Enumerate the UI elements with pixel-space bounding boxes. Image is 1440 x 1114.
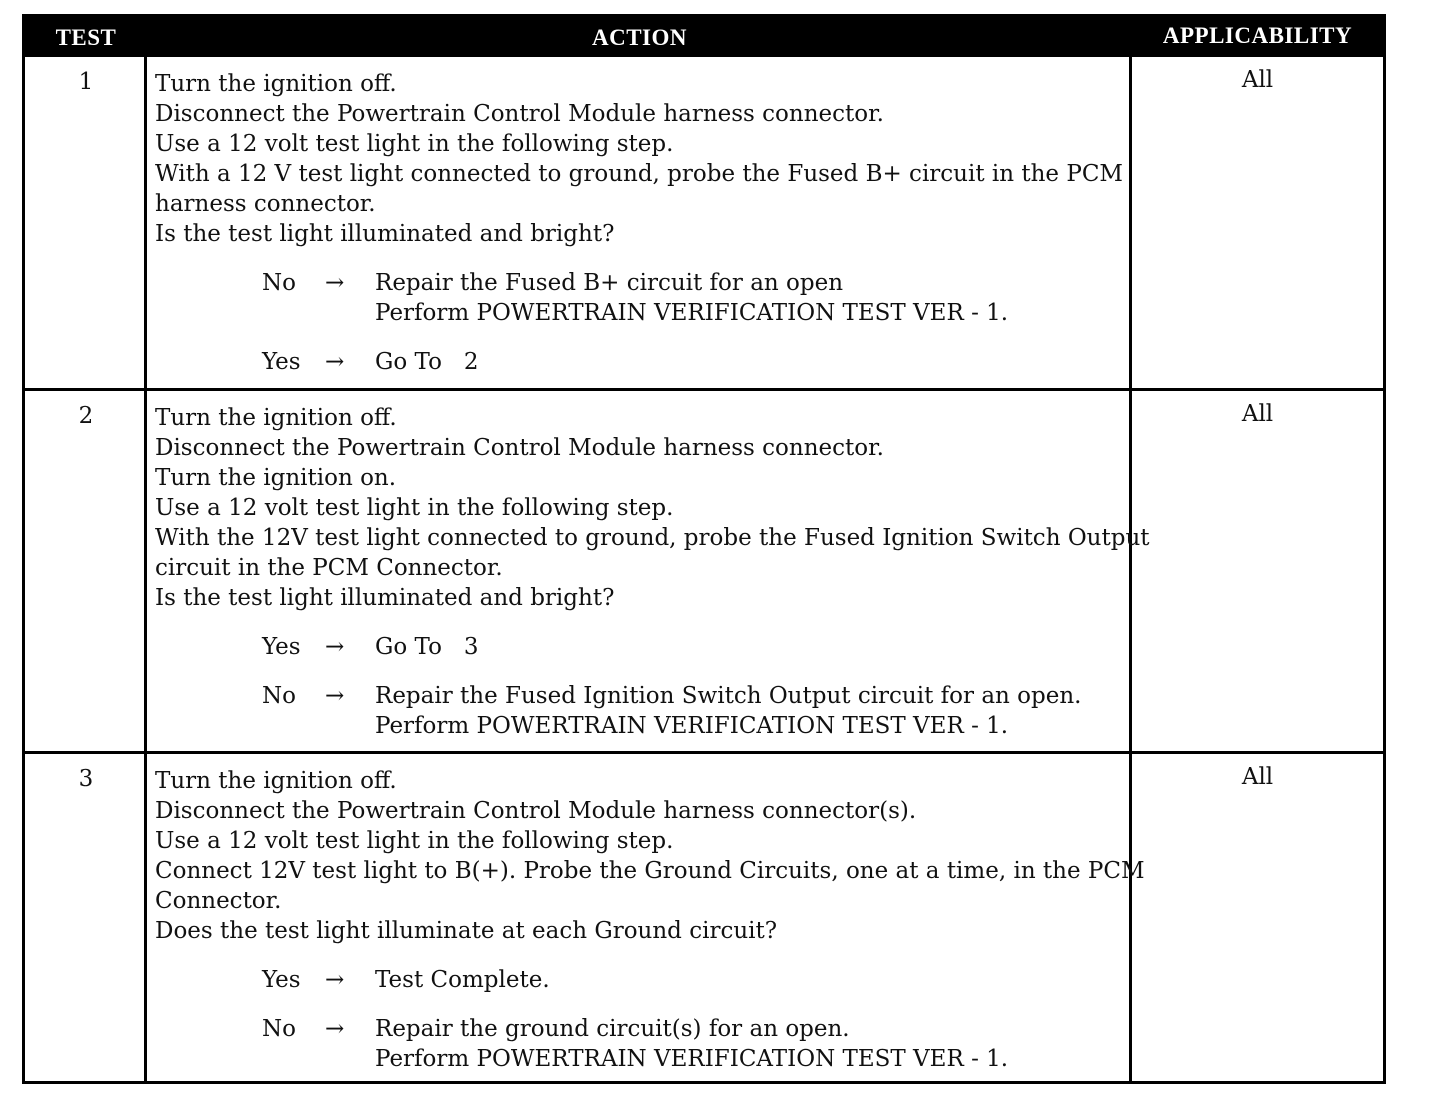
action-cell: [155, 403, 1150, 741]
response-text: Perform POWERTRAIN VERIFICATION TEST VER - 1.: [375, 1046, 1009, 1072]
response-continuation: [155, 1044, 1130, 1074]
response-yes: [155, 347, 1130, 377]
step-text: Disconnect the Powertrain Control Module harness connector.: [155, 101, 884, 127]
table-header: [25, 17, 1383, 57]
header-test: TEST: [55, 25, 117, 50]
response-no: [155, 268, 1130, 298]
response-text: Perform POWERTRAIN VERIFICATION TEST VER - 1.: [375, 713, 1009, 739]
action-cell: [155, 766, 1145, 1074]
step-text: Connector.: [155, 888, 282, 914]
arrow-icon: →: [325, 270, 345, 296]
arrow-icon: →: [325, 683, 345, 709]
step-text: With a 12 V test light connected to ground, probe the Fused B+ circuit in the PCM: [155, 161, 1123, 187]
step-text: Use a 12 volt test light in the following step.: [155, 495, 674, 521]
response-key: Yes: [262, 634, 301, 660]
response-yes: [155, 965, 1130, 995]
test-number: 3: [78, 766, 94, 792]
step-text: Is the test light illuminated and bright?: [155, 221, 615, 247]
response-no: [155, 1014, 1130, 1044]
goto-link[interactable]: Go To 3: [375, 634, 479, 660]
step-text: harness connector.: [155, 191, 376, 217]
response-key: No: [262, 1016, 296, 1042]
arrow-icon: →: [325, 967, 345, 993]
step-text: Disconnect the Powertrain Control Module harness connector(s).: [155, 798, 917, 824]
step-text: Turn the ignition off.: [155, 405, 397, 431]
applicability-value: All: [1241, 764, 1274, 790]
table-row: [25, 754, 1383, 1081]
step-text: Turn the ignition on.: [155, 465, 397, 491]
step-text: Does the test light illuminate at each Ground circuit?: [155, 918, 778, 944]
step-text: circuit in the PCM Connector.: [155, 555, 503, 581]
response-continuation: [155, 711, 1130, 741]
applicability-value: All: [1241, 401, 1274, 427]
applicability-value: All: [1241, 67, 1274, 93]
action-cell: [155, 69, 1130, 377]
response-key: No: [262, 683, 296, 709]
table-row: [25, 391, 1383, 751]
step-text: Turn the ignition off.: [155, 768, 397, 794]
response-no: [155, 681, 1130, 711]
goto-link[interactable]: Go To 2: [375, 349, 479, 375]
step-text: With the 12V test light connected to ground, probe the Fused Ignition Switch Output: [155, 525, 1150, 551]
header-applicability: APPLICABILITY: [1162, 23, 1353, 48]
test-number: 1: [78, 69, 94, 95]
test-number: 2: [78, 403, 94, 429]
arrow-icon: →: [325, 634, 345, 660]
table-row: [25, 57, 1383, 388]
response-text: Repair the Fused B+ circuit for an open: [375, 270, 844, 296]
response-text: Perform POWERTRAIN VERIFICATION TEST VER - 1.: [375, 300, 1009, 326]
response-yes: [155, 632, 1130, 662]
step-text: Is the test light illuminated and bright?: [155, 585, 615, 611]
step-text: Disconnect the Powertrain Control Module harness connector.: [155, 435, 884, 461]
response-text: Test Complete.: [375, 967, 550, 993]
response-key: No: [262, 270, 296, 296]
response-text: Repair the Fused Ignition Switch Output circuit for an open.: [375, 683, 1082, 709]
diagnostic-test-table: [22, 14, 1386, 1084]
arrow-icon: →: [325, 349, 345, 375]
step-text: Connect 12V test light to B(+). Probe the Ground Circuits, one at a time, in the PCM: [155, 858, 1145, 884]
step-text: Use a 12 volt test light in the following step.: [155, 131, 674, 157]
step-text: Turn the ignition off.: [155, 71, 397, 97]
response-continuation: [155, 298, 1130, 328]
response-key: Yes: [262, 967, 301, 993]
arrow-icon: →: [325, 1016, 345, 1042]
response-key: Yes: [262, 349, 301, 375]
header-action: ACTION: [591, 25, 687, 50]
step-text: Use a 12 volt test light in the following step.: [155, 828, 674, 854]
response-text: Repair the ground circuit(s) for an open.: [375, 1016, 850, 1042]
